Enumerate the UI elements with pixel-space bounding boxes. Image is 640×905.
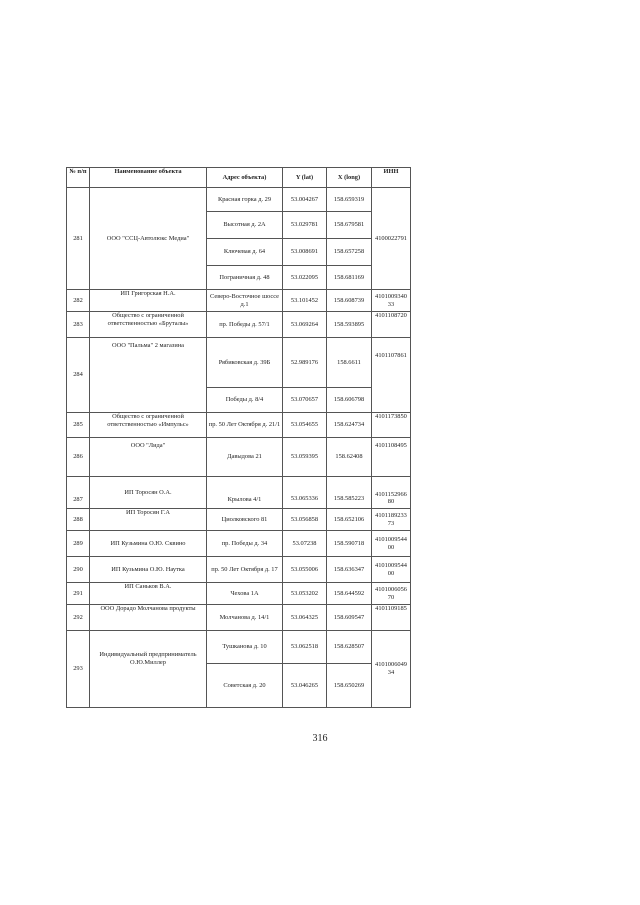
row-address: пр. 50 Лет Октября д. 21/1 xyxy=(207,413,283,438)
row-address: Молчанова д. 14/1 xyxy=(207,605,283,631)
row-lat: 53.065336 xyxy=(283,477,327,509)
row-inn: 4101107861 xyxy=(372,338,411,413)
table-row xyxy=(67,583,411,605)
row-name: ИП Кузьмина О.Ю. Сквино xyxy=(90,531,207,557)
header-lat: Y (lat) xyxy=(283,168,327,188)
row-lat: 53.064325 xyxy=(283,605,327,631)
row-no: 285 xyxy=(67,413,90,438)
row-lon: 158.681169 xyxy=(327,266,372,290)
row-no: 289 xyxy=(67,531,90,557)
row-lat: 53.004267 xyxy=(283,188,327,212)
row-name: ИП Григорская Н.А. xyxy=(90,290,207,312)
row-inn: 4101006056 70 xyxy=(372,583,411,605)
row-address: Крылова 4/1 xyxy=(207,477,283,509)
row-lat: 53.07238 xyxy=(283,531,327,557)
row-lon: 158.585223 xyxy=(327,477,372,509)
row-lon: 158.628507 xyxy=(327,631,372,664)
row-address: пр. Победы д. 34 xyxy=(207,531,283,557)
row-lat: 53.053202 xyxy=(283,583,327,605)
row-name: ООО "Лида" xyxy=(90,438,207,477)
row-lat: 53.008691 xyxy=(283,239,327,266)
row-lon: 158.650269 xyxy=(327,664,372,708)
row-address: Победы д. 8/4 xyxy=(207,388,283,413)
table-row xyxy=(67,531,411,557)
row-inn: 4101009544 00 xyxy=(372,557,411,583)
row-lon: 158.62408 xyxy=(327,438,372,477)
row-inn: 4101009340 33 xyxy=(372,290,411,312)
row-address: Рябиковская д. 39Б xyxy=(207,338,283,388)
row-lon: 158.679581 xyxy=(327,212,372,239)
row-lon: 158.606798 xyxy=(327,388,372,413)
table-row xyxy=(67,438,411,477)
row-lon: 158.657258 xyxy=(327,239,372,266)
row-name: ИП Саньков В.А. xyxy=(90,583,207,605)
row-address: Чехова 1А xyxy=(207,583,283,605)
table-row xyxy=(67,509,411,531)
row-no: 291 xyxy=(67,583,90,605)
row-no: 283 xyxy=(67,312,90,338)
row-name: Индивидуальный предприниматель О.Ю.Миллер xyxy=(90,631,207,708)
row-name: ИП Торосян О.А. xyxy=(90,477,207,509)
row-lat: 53.054655 xyxy=(283,413,327,438)
row-name: ИП Торосян Г.А xyxy=(90,509,207,531)
row-lon: 158.593895 xyxy=(327,312,372,338)
row-address: Красная горка д. 29 xyxy=(207,188,283,212)
row-inn: 4100022791 xyxy=(372,188,411,290)
row-lon: 158.652106 xyxy=(327,509,372,531)
row-address: Пограничная д. 48 xyxy=(207,266,283,290)
header-lon: X (long) xyxy=(327,168,372,188)
header-inn: ИНН xyxy=(372,168,411,188)
row-no: 288 xyxy=(67,509,90,531)
row-address: Давыдова 21 xyxy=(207,438,283,477)
row-name: ООО Дорадо Молчанова продукты xyxy=(90,605,207,631)
header-address: Адрес объекта) xyxy=(207,168,283,188)
row-lon: 158.636347 xyxy=(327,557,372,583)
row-lat: 52.989176 xyxy=(283,338,327,388)
table-row xyxy=(67,338,411,388)
row-lon: 158.644592 xyxy=(327,583,372,605)
row-lon: 158.6611 xyxy=(327,338,372,388)
row-lon: 158.590718 xyxy=(327,531,372,557)
row-name: ООО "ССЦ-Автолюкс Медиа" xyxy=(90,188,207,290)
table-row xyxy=(67,290,411,312)
row-inn: 4101152966 80 xyxy=(372,477,411,509)
row-no: 293 xyxy=(67,631,90,708)
row-no: 286 xyxy=(67,438,90,477)
table-row xyxy=(67,312,411,338)
row-lat: 53.101452 xyxy=(283,290,327,312)
table-row xyxy=(67,413,411,438)
row-address: Северо-Восточное шоссе д.1 xyxy=(207,290,283,312)
table-row xyxy=(67,631,411,664)
page-number: 316 xyxy=(312,733,328,744)
row-lat: 53.056858 xyxy=(283,509,327,531)
header-no: № п/п xyxy=(67,168,90,188)
row-lat: 53.059395 xyxy=(283,438,327,477)
table-row xyxy=(67,477,411,509)
table-row xyxy=(67,188,411,212)
row-no: 290 xyxy=(67,557,90,583)
row-no: 284 xyxy=(67,338,90,413)
row-address: пр. Победы д. 57/1 xyxy=(207,312,283,338)
row-lat: 53.069264 xyxy=(283,312,327,338)
row-lon: 158.624734 xyxy=(327,413,372,438)
row-lat: 53.055006 xyxy=(283,557,327,583)
row-lon: 158.659319 xyxy=(327,188,372,212)
row-address: пр. 50 Лет Октября д. 17 xyxy=(207,557,283,583)
row-no: 281 xyxy=(67,188,90,290)
objects-table xyxy=(66,167,411,708)
row-address: Тушканова д. 10 xyxy=(207,631,283,664)
row-name: Общество с ограниченной ответственностью «Бруталы» xyxy=(90,312,207,338)
row-lat: 53.062518 xyxy=(283,631,327,664)
row-name: ООО "Пальма" 2 магазина xyxy=(90,338,207,413)
row-inn: 4101009544 00 xyxy=(372,531,411,557)
row-inn: 4101108495 xyxy=(372,438,411,477)
row-inn: 4101006049 34 xyxy=(372,631,411,708)
row-address: Советская д. 20 xyxy=(207,664,283,708)
row-address: Ключевая д. 64 xyxy=(207,239,283,266)
row-inn: 4101189233 73 xyxy=(372,509,411,531)
row-name: ИП Кузьмина О.Ю. Наутка xyxy=(90,557,207,583)
row-no: 282 xyxy=(67,290,90,312)
row-lon: 158.609547 xyxy=(327,605,372,631)
row-lat: 53.022095 xyxy=(283,266,327,290)
row-name: Общество с ограниченной ответственностью «Импульс» xyxy=(90,413,207,438)
row-no: 292 xyxy=(67,605,90,631)
row-address: Высотная д. 2А xyxy=(207,212,283,239)
row-lat: 53.029781 xyxy=(283,212,327,239)
table-row xyxy=(67,605,411,631)
row-address: Циолковского 81 xyxy=(207,509,283,531)
row-inn: 4101173850 xyxy=(372,413,411,438)
row-no: 287 xyxy=(67,477,90,509)
row-lon: 158.608739 xyxy=(327,290,372,312)
row-lat: 53.046265 xyxy=(283,664,327,708)
row-inn: 4101108720 xyxy=(372,312,411,338)
row-inn: 4101109185 xyxy=(372,605,411,631)
table-header-row xyxy=(67,168,411,188)
table-row xyxy=(67,557,411,583)
row-lat: 53.070657 xyxy=(283,388,327,413)
header-name: Наименование объекта xyxy=(90,168,207,188)
